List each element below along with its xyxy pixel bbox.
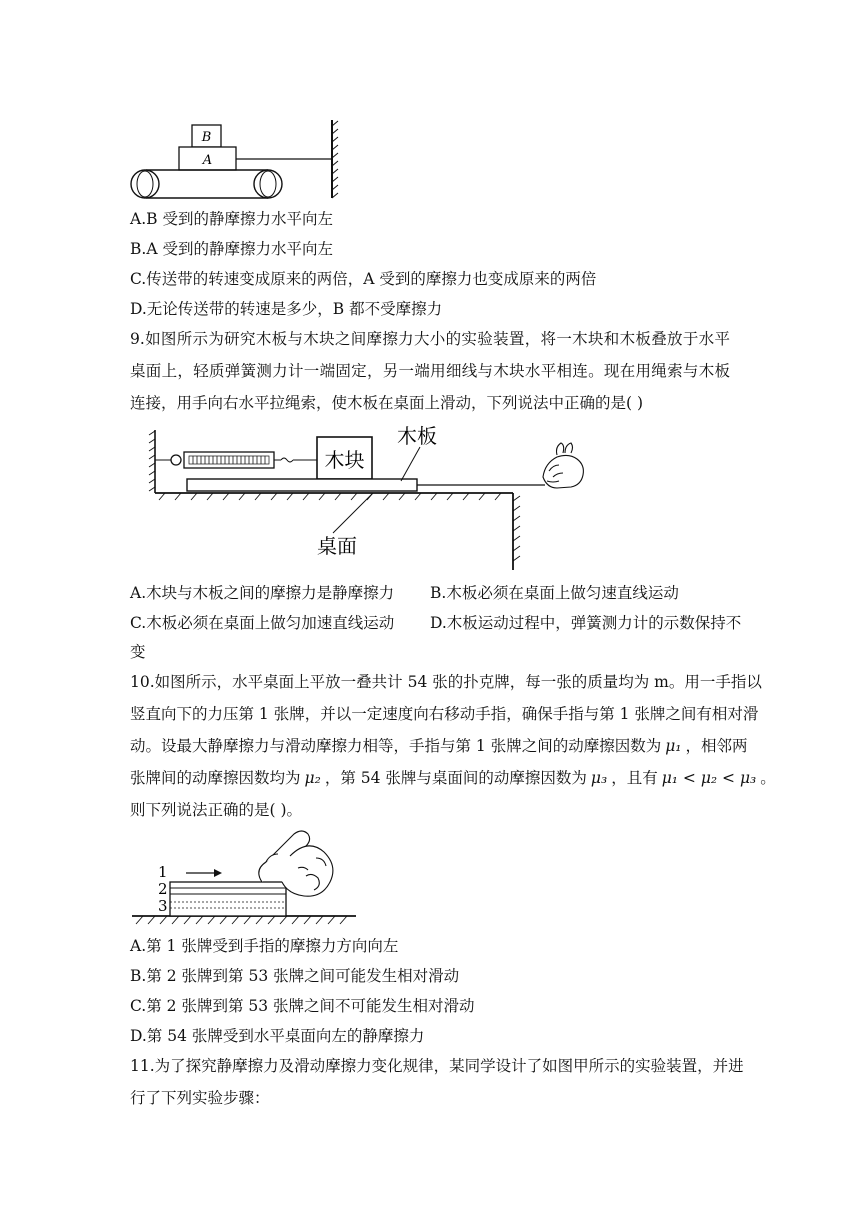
q8-option-c: C.传送带的转速变成原来的两倍，A 受到的摩擦力也变成原来的两倍 <box>130 270 597 288</box>
q9-option-d: D.木板运动过程中，弹簧测力计的示数保持不 <box>430 614 742 632</box>
mu2-symbol: μ₂ <box>304 769 321 787</box>
block-a-label: A <box>202 153 213 168</box>
q8-option-b: B.A 受到的静摩擦力水平向左 <box>130 240 333 258</box>
table-label: 桌面 <box>317 534 357 558</box>
q9-stem: 9.如图所示为研究木板与木块之间摩擦力大小的实验装置，将一木块和木板叠放于水平桌面上，轻质弹簧测力计一端固定，另一端用细线与木块水平相连。现在用绳索与木板连接，用手向右水平拉绳索，使木板在桌面上滑动，下列说法中正确的是( ) <box>130 330 730 412</box>
board-label: 木板 <box>397 425 437 448</box>
card-1-label: 1 <box>158 863 168 881</box>
q10-option-d: D.第 54 张牌受到水平桌面向左的静摩擦力 <box>130 1027 425 1045</box>
hand-icon <box>543 443 583 488</box>
card-2-label: 2 <box>158 880 168 898</box>
block-b-label: B <box>201 130 212 145</box>
q10-option-a: A.第 1 张牌受到手指的摩擦力方向向左 <box>130 937 399 955</box>
q10-stem-line5: 则下列说法正确的是( )。 <box>130 801 303 819</box>
q11-stem-line2: 行了下列实验步骤： <box>130 1089 270 1107</box>
q11-stem-line1: 11.为了探究静摩擦力及滑动摩擦力变化规律，某同学设计了如图甲所示的实验装置，并进 <box>130 1057 744 1075</box>
mu1-symbol: μ₁ <box>665 737 682 755</box>
q9-option-d-cont: 变 <box>130 643 146 661</box>
q10-option-c: C.第 2 张牌到第 53 张牌之间不可能发生相对滑动 <box>130 997 475 1015</box>
q10-option-b: B.第 2 张牌到第 53 张牌之间可能发生相对滑动 <box>130 967 460 985</box>
q10-stem-line3: 动。设最大静摩擦力与滑动摩擦力相等，手指与第 1 张牌之间的动摩擦因数为 μ₁ ，相邻两 <box>130 737 748 755</box>
conveyor-belt-diagram <box>125 118 340 203</box>
q8-option-d: D.无论传送带的转速是多少，B 都不受摩擦力 <box>130 300 443 318</box>
q10-stem-line4: 张牌间的动摩擦因数均为 μ₂ ，第 54 张牌与桌面间的动摩擦因数为 μ₃ ，且有 μ₁ < μ₂ < μ₃ 。 <box>130 769 776 787</box>
block-label: 木块 <box>324 448 365 472</box>
q10-stem-line2: 竖直向下的力压第 1 张牌，并以一定速度向右移动手指，确保手指与第 1 张牌之间有相对滑 <box>130 705 759 723</box>
card-3-label: 3 <box>158 897 168 915</box>
playing-cards-diagram <box>130 826 360 928</box>
q8-option-a: A.B 受到的静摩擦力水平向左 <box>130 210 333 228</box>
q9-option-b: B.木板必须在桌面上做匀速直线运动 <box>430 584 679 602</box>
q9-option-a: A.木块与木板之间的摩擦力是静摩擦力 <box>130 584 395 602</box>
friction-apparatus-diagram <box>145 425 605 575</box>
q9-option-c: C.木板必须在桌面上做匀加速直线运动 <box>130 614 395 632</box>
q10-stem-line1: 10.如图所示，水平桌面上平放一叠共计 54 张的扑克牌，每一张的质量均为 m。用一手指以 <box>130 673 762 691</box>
mu3-symbol: μ₃ <box>590 769 608 787</box>
mu-inequality: μ₁ < μ₂ < μ₃ <box>661 769 757 787</box>
